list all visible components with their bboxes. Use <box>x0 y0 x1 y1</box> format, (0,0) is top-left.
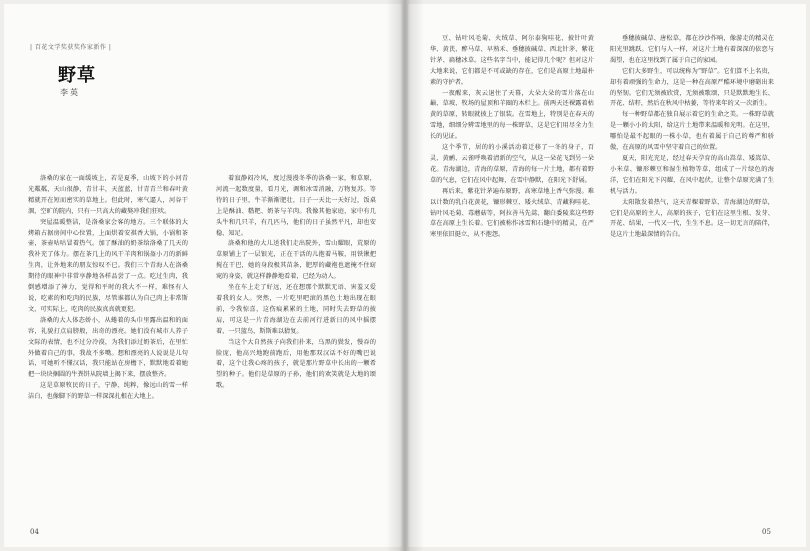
paragraph: 垂穗披碱草、唐松草，都在沙沙作响，像游走的精灵在阳光里跳跃。它们与人一样，对这片土地有着深深的依恋与渴望，也在这里找到了属于自己的家园。 <box>610 35 774 64</box>
series-header: | 百花文学奖获奖作家新作 | <box>30 44 112 51</box>
text-column-2 <box>216 174 376 529</box>
paragraph: 洛桑的大人体态娇小，从蜷着的头巾里露出温和的面容，礼貌打点肩膀般，出奇的漂亮。她们没有城市人养子文际的表情，也不过分冷漠，为我们添过奶茶后，在里忙外做着自己的事，我故不多嘴。想和漂亮的人说说是儿句话，可她听不懂汉话，我只能站在房檐下，默默地看着她把一块块捆圆的牛粪饼从院墙上揭下来，摆放整齐。 <box>28 316 188 379</box>
article-title: 野草 <box>58 65 96 86</box>
paragraph: 这是草原牧民的日子，宁静、纯粹，像远山的雪一样洁白，也像脚下的野草一样深深扎根在大地上。 <box>28 382 188 401</box>
right-page <box>408 4 806 547</box>
text-column-4 <box>610 34 774 529</box>
paragraph: 这个季节，居的的小溪活动着迁移了一冬的身子，百灵、黄鹂、云雀呼唤着清新的空气，从这一朵花飞到另一朵花。青海湖边，青海的草原，青海的每一片土地，都有着野草的气息，它们在风中起舞，在雪中静默，在阳光下舒展。 <box>430 144 594 184</box>
paragraph: 一夜醒来，灰云退住了天幕，大朵大朵的雪片落在山巅、草坡、牧场的屋顶和羊圈的木栏上。前两天还裸露着枯黄的草原，转眼就披上了银装。在雪地上，特别是在春天的雪地，细细分辨雪地里的每一株野草，这是它们用尽全力生长的见证。 <box>430 89 594 141</box>
left-page <box>4 4 402 547</box>
text-column-1 <box>28 174 188 529</box>
paragraph: 突屋温暖整洁，是洛桑家会客的地方。三个联体的大烤箱占据房间中心位置，上面烘着安祺香大锅，小锅和茶壶，茶壶咕咕冒着热气。加了酥油的奶茶给洛桑了几天的我补充了体力。摆在茶几上的风干羊肉和锅盔小刀的新鲜生肉，让外地来的朋友惊叹不已。我们三个青海人在洛桑期待的眼神中非常享静地各样品尝了一点。吃过生肉，我倒感增添了神力，觉得和平时的我大不一样，难怪有人说，吃素的和吃肉的民族，尽管谁都认为自己肉上非常斯文，可实际上，吃肉的民族真真就更犯。 <box>28 218 188 313</box>
paragraph: 它们大多野生，可以统称为“野草”。它们算不上名贵，却有着顽强的生命力，这是一种在高原严酷环境中磨砺出来的坚韧。它们无须被欣赏，无须被歌颂，只是默默地生长、开花、结籽，然后在秋风中枯萎，等待来年的又一次新生。 <box>610 67 774 108</box>
page-number-left: 04 <box>30 528 39 536</box>
paragraph: 豆、钻叶风毛菊、火绒草、阿尔泰狗哇花、披针叶黄华、黄芪、醉马草、早熟禾、垂穗披碱草、西北针茅、紫花针茅、扁穗冰草。这些名字当中，能记得几个呢？但对这片大地来说，它们都是不可或缺的存在，它们是高原土地最朴素的守护者。 <box>430 35 594 86</box>
paragraph: 夏天，阳光充足，经过春天孕育的高山嵩草、矮嵩草、小米草、镰形棘豆和湿生植物等草，组成了一片绿色的海洋，它们在阳光下闪耀，在风中起伏，让整个草原充满了生机与活力。 <box>610 154 774 195</box>
paragraph: 坐在车上走了好远，还在想那个默默无语、害羞又爱着我的女人。突然，一片吃里吧滚的黑色土地出现在眼前，令我惊喜，这伤痕累累的土地，同时失去野草的披肩，可这是一片青海湖边在去前河行进新日的风中摇摆着，一只篮鸟，斯斯难以猜复。 <box>216 284 376 335</box>
book-gutter-shadow <box>386 0 424 551</box>
paragraph: 每一种野草都在独自展示着它的生命之美。一株野草就是一颗小小的太阳，给这片土地带来温暖和光明。在这里，哪怕是最不起眼的一株小草，也有着属于自己的尊严和骄傲，在高原的风雪中坚守着自己的位置。 <box>610 111 774 152</box>
paragraph: 再后来，紫花针茅遍布原野，高寒草地上香气弥漫。难以计数的乳白花黄花，镰形棘豆、矮火绒草、青藏狗哇花、钻叶风毛菊、毒蘑菇等，阿拉善马先蒿、翻白委陵菜这些野草在高原上生长着。它们被称作冰雪和石缝中的精灵，在严寒里依旧挺立，从不抱怨。 <box>430 187 594 239</box>
paragraph: 太阳散发着热气，这天青稞着野草，青海湖边的野草，它们是高原的主人，高原的孩子，它们在这里生根、发芽、开花、结果，一代又一代，生生不息。这一切无言的陪伴，是这片土地最深情的告白。 <box>610 198 774 239</box>
paragraph: 着寂静闷冷风，度过漫漫冬季的洛桑一家，和草原，河流一起数度量，看月光，调和冰雪消融，万物复苏。等待的日子里，牛羊渐渐肥壮，日子一天比一天好过，饭桌上是酥油、糌粑、奶茶与羊肉。我像其他家庭，家中有几头牛和几只羊，有几匹马，他们的日子虽然平凡，却也安稳、知足。 <box>216 175 376 237</box>
paragraph: 洛桑和他的大儿送我们走出院外，雪山耀眼，荒原的草原铺上了一层银光，正在干活的儿抱着马鞍，用铁锹把搅在干巴，她的身段极其苗条，肥厚的藏袍也遮掩不住窈窕的身姿，就这样静静地看着，已经为动人。 <box>216 240 376 281</box>
paragraph: 洛桑的家在一面缓坡上，若是夏季，山坡下的小河青光粼粼，天山很静，青甘丰，天蓝蓝，甘青青兰和春叶黄精就开在短而密实的草地上。但此时，寒气逼人，河谷干涸，空旷的院内，只有一只高大的藏獒冲我们狂吠。 <box>28 175 188 215</box>
paragraph: 当这个大自然孩子向我们扑来，乌黑的鬓发，慢吞的脸庞，他高兴地跑前跑后，用他那双汉话不好的嘴巴说着，这个让我心疼的孩子，就是那片野草中长出的一颗希望的种子。他们是草原的子孙，他们的欢笑就是大地的颂歌。 <box>216 338 376 390</box>
text-column-3 <box>430 34 594 529</box>
page-number-right: 05 <box>762 528 771 536</box>
article-author: 李英 <box>60 88 80 97</box>
